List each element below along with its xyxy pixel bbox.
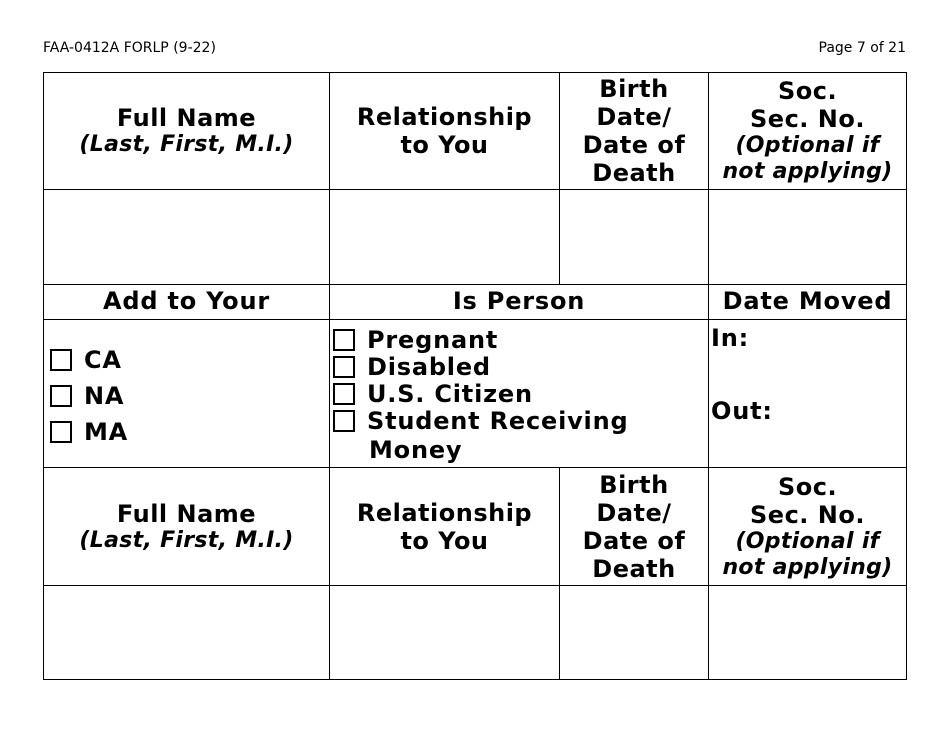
entry-ssn-2[interactable] <box>709 586 906 679</box>
header-ssn <box>709 73 906 189</box>
checkbox-ma[interactable] <box>50 421 72 443</box>
option-na-label: NA <box>84 382 125 410</box>
ssn-label-4: not applying) <box>722 159 893 184</box>
add-to-your-options <box>50 320 329 467</box>
ssn-label-3: (Optional if <box>735 133 880 158</box>
checkbox-pregnant[interactable] <box>333 329 355 351</box>
birth-label-2: Date/ <box>596 103 672 131</box>
option-us-citizen-label: U.S. Citizen <box>367 380 533 408</box>
header-full-name <box>44 73 329 189</box>
header-relationship-2 <box>330 468 559 585</box>
ssn-label-3-2: (Optional if <box>735 528 880 554</box>
section-date-moved: Date Moved <box>722 287 893 315</box>
header-full-name-2 <box>44 468 329 585</box>
birth-label-4-2: Death <box>592 554 676 583</box>
option-ma-label: MA <box>84 418 129 446</box>
option-pregnant-label: Pregnant <box>367 326 499 354</box>
full-name-label: Full Name <box>116 104 257 132</box>
form-id: FAA-0412A FORLP (9-22) <box>43 40 216 56</box>
header-relationship <box>330 73 559 189</box>
date-moved-out-label: Out: <box>711 397 773 425</box>
full-name-sublabel-2: (Last, First, M.I.) <box>79 527 294 553</box>
birth-label-3: Date of <box>582 131 686 159</box>
relationship-label-1-2: Relationship <box>356 498 533 527</box>
birth-label-1: Birth <box>599 75 669 103</box>
full-name-label-2: Full Name <box>116 499 257 528</box>
checkbox-student[interactable] <box>333 410 355 432</box>
entry-relationship-1[interactable] <box>330 190 559 284</box>
is-person-options <box>333 320 707 467</box>
option-student-label: Student Receiving <box>367 407 629 435</box>
birth-label-2-2: Date/ <box>596 498 672 527</box>
header-ssn-2 <box>709 468 906 585</box>
birth-label-3-2: Date of <box>582 526 686 555</box>
header-birth-date-2 <box>560 468 708 585</box>
checkbox-disabled[interactable] <box>333 356 355 378</box>
checkbox-ca[interactable] <box>50 349 72 371</box>
relationship-label-2: to You <box>400 131 489 159</box>
relationship-label-1: Relationship <box>356 103 533 131</box>
entry-relationship-2[interactable] <box>330 586 559 679</box>
option-student-label-cont: Money <box>369 436 463 464</box>
date-moved-in-label: In: <box>711 324 750 352</box>
ssn-label-1: Soc. <box>777 77 838 105</box>
option-na[interactable] <box>50 382 124 410</box>
option-disabled[interactable] <box>333 353 491 381</box>
page-number: Page 7 of 21 <box>818 40 906 56</box>
option-ma[interactable] <box>50 418 128 446</box>
entry-full-name-2[interactable] <box>44 586 329 679</box>
option-student[interactable] <box>333 407 628 435</box>
entry-full-name-1[interactable] <box>44 190 329 284</box>
ssn-label-2-2: Sec. No. <box>750 500 865 529</box>
birth-label-1-2: Birth <box>599 470 669 499</box>
ssn-label-1-2: Soc. <box>777 472 838 501</box>
option-disabled-label: Disabled <box>367 353 491 381</box>
option-pregnant[interactable] <box>333 326 498 354</box>
option-ca-label: CA <box>84 346 122 374</box>
entry-ssn-1[interactable] <box>709 190 906 284</box>
checkbox-us-citizen[interactable] <box>333 383 355 405</box>
full-name-sublabel: (Last, First, M.I.) <box>79 132 294 157</box>
header-birth-date <box>560 73 708 189</box>
checkbox-na[interactable] <box>50 385 72 407</box>
section-is-person: Is Person <box>452 287 586 315</box>
entry-birth-date-1[interactable] <box>560 190 708 284</box>
option-ca[interactable] <box>50 346 122 374</box>
section-add-to-your: Add to Your <box>103 287 270 315</box>
relationship-label-2-2: to You <box>400 526 489 555</box>
ssn-label-4-2: not applying) <box>722 554 893 580</box>
option-us-citizen[interactable] <box>333 380 533 408</box>
entry-birth-date-2[interactable] <box>560 586 708 679</box>
birth-label-4: Death <box>592 159 676 187</box>
ssn-label-2: Sec. No. <box>750 105 865 133</box>
